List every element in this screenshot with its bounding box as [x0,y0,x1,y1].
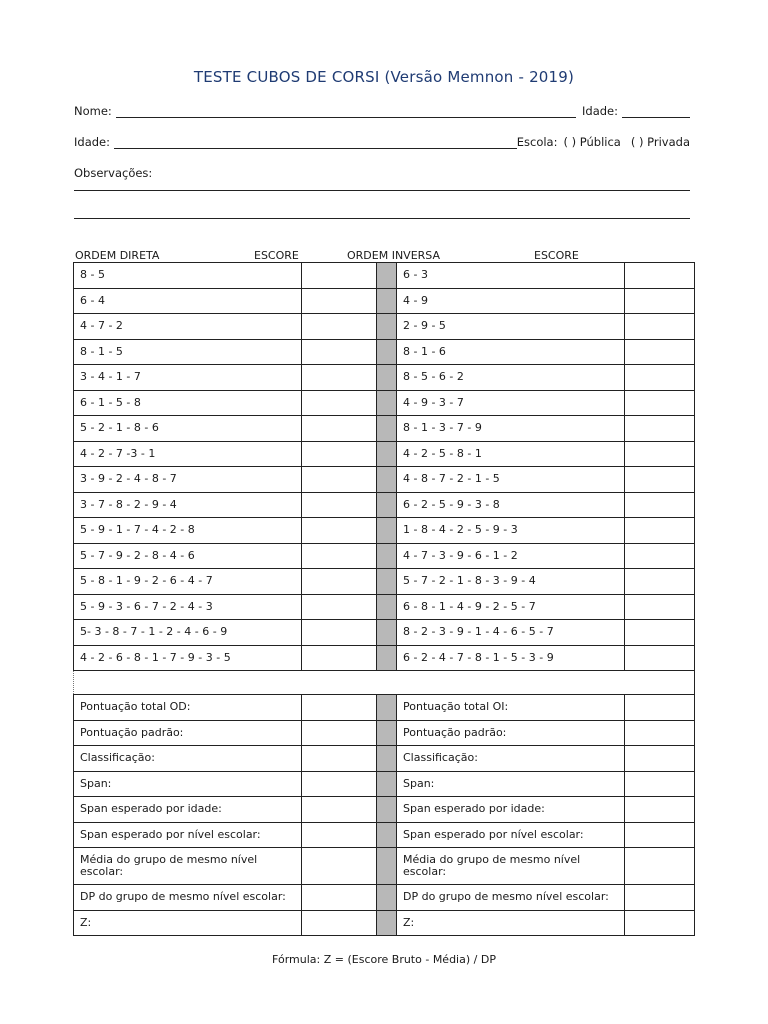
separator-cell [377,695,397,721]
separator-cell [377,492,397,518]
sequence-right-label: 5 - 7 - 2 - 1 - 8 - 3 - 9 - 4 [397,569,625,595]
sequence-right-label: 6 - 8 - 1 - 4 - 9 - 2 - 5 - 7 [397,594,625,620]
formula-text: Fórmula: Z = (Escore Bruto - Média) / DP [272,953,496,966]
gap-row-group [74,671,695,695]
summary-left-label: Pontuação total OD: [74,695,302,721]
sequence-left-label: 5 - 7 - 9 - 2 - 8 - 4 - 6 [74,543,302,569]
name-label: Nome: [74,104,112,118]
summary-row [74,910,695,936]
summary-left-label: Pontuação padrão: [74,720,302,746]
sequence-right-score[interactable] [625,263,695,289]
sequence-left-label: 5 - 8 - 1 - 9 - 2 - 6 - 4 - 7 [74,569,302,595]
sequence-rows [74,263,695,671]
age2-label: Idade: [74,135,110,149]
sequence-left-score[interactable] [302,518,377,544]
separator-cell [377,467,397,493]
sequence-right-score[interactable] [625,594,695,620]
summary-right-score[interactable] [625,797,695,823]
summary-right-label: Span esperado por nível escolar: [397,822,625,848]
school-label: Escola: [516,135,558,149]
observations-line-1[interactable] [74,190,690,191]
sequence-left-score[interactable] [302,569,377,595]
age-label: Idade: [582,104,618,118]
sequence-left-score[interactable] [302,263,377,289]
summary-right-label: DP do grupo de mesmo nível escolar: [397,885,625,911]
page-title: TESTE CUBOS DE CORSI (Versão Memnon - 2019) [193,68,575,86]
summary-left-score[interactable] [302,885,377,911]
sequence-left-score[interactable] [302,620,377,646]
sequence-row [74,339,695,365]
summary-right-score[interactable] [625,746,695,772]
name-field[interactable] [116,105,576,118]
sequence-right-label: 4 - 2 - 5 - 8 - 1 [397,441,625,467]
summary-right-label: Z: [397,910,625,936]
sequence-right-score[interactable] [625,620,695,646]
sequence-left-label: 3 - 4 - 1 - 7 [74,365,302,391]
observations-line-2[interactable] [74,218,690,219]
sequence-left-label: 4 - 2 - 6 - 8 - 1 - 7 - 9 - 3 - 5 [74,645,302,671]
summary-row [74,822,695,848]
sequence-left-label: 3 - 9 - 2 - 4 - 8 - 7 [74,467,302,493]
separator-cell [377,263,397,289]
separator-cell [377,848,397,885]
separator-cell [377,365,397,391]
separator-cell [377,339,397,365]
sequence-left-label: 8 - 1 - 5 [74,339,302,365]
age2-field[interactable] [114,136,517,149]
sequence-row [74,314,695,340]
sequence-right-score[interactable] [625,390,695,416]
summary-rows [74,695,695,936]
summary-right-label: Span esperado por idade: [397,797,625,823]
separator-cell [377,441,397,467]
summary-right-score[interactable] [625,695,695,721]
sequence-right-score[interactable] [625,339,695,365]
separator-cell [377,314,397,340]
header-score-inverse: ESCORE [534,249,579,262]
summary-right-label: Média do grupo de mesmo nível escolar: [397,848,625,885]
summary-left-score[interactable] [302,746,377,772]
sequence-right-label: 8 - 1 - 3 - 7 - 9 [397,416,625,442]
summary-row [74,695,695,721]
separator-cell [377,390,397,416]
summary-right-score[interactable] [625,885,695,911]
sequence-right-score[interactable] [625,492,695,518]
sequence-row [74,569,695,595]
summary-left-score[interactable] [302,797,377,823]
summary-right-label: Pontuação total OI: [397,695,625,721]
public-option[interactable]: ( ) Pública [563,135,621,149]
sequence-left-label: 6 - 1 - 5 - 8 [74,390,302,416]
sequence-right-score[interactable] [625,365,695,391]
summary-row [74,848,695,885]
separator-cell [377,885,397,911]
summary-row [74,746,695,772]
summary-row [74,797,695,823]
sequence-right-label: 4 - 9 - 3 - 7 [397,390,625,416]
sequence-right-score[interactable] [625,467,695,493]
sequence-left-score[interactable] [302,365,377,391]
separator-cell [377,288,397,314]
summary-left-label: Span: [74,771,302,797]
sequence-right-score[interactable] [625,543,695,569]
separator-cell [377,543,397,569]
sequence-row [74,467,695,493]
sequence-left-label: 4 - 2 - 7 -3 - 1 [74,441,302,467]
summary-left-label: Z: [74,910,302,936]
corsi-table [73,262,695,936]
sequence-left-label: 5 - 2 - 1 - 8 - 6 [74,416,302,442]
school-row [74,131,690,149]
sequence-left-score[interactable] [302,416,377,442]
sequence-row [74,492,695,518]
summary-right-score[interactable] [625,720,695,746]
summary-right-label: Span: [397,771,625,797]
sequence-row [74,594,695,620]
summary-right-score[interactable] [625,771,695,797]
separator-cell [377,569,397,595]
sequence-right-label: 1 - 8 - 4 - 2 - 5 - 9 - 3 [397,518,625,544]
summary-right-label: Pontuação padrão: [397,720,625,746]
summary-left-label: Span esperado por nível escolar: [74,822,302,848]
header-direct-order: ORDEM DIRETA [75,249,160,262]
sequence-left-score[interactable] [302,594,377,620]
sequence-left-label: 5 - 9 - 3 - 6 - 7 - 2 - 4 - 3 [74,594,302,620]
sequence-row [74,645,695,671]
summary-row [74,885,695,911]
summary-row [74,720,695,746]
gap-cell [74,671,695,695]
sequence-row [74,543,695,569]
summary-left-score[interactable] [302,848,377,885]
summary-right-label: Classificação: [397,746,625,772]
separator-cell [377,910,397,936]
sequence-row [74,518,695,544]
summary-left-score[interactable] [302,822,377,848]
sequence-right-label: 4 - 7 - 3 - 9 - 6 - 1 - 2 [397,543,625,569]
sequence-right-label: 6 - 3 [397,263,625,289]
summary-left-label: Classificação: [74,746,302,772]
sequence-right-label: 2 - 9 - 5 [397,314,625,340]
separator-cell [377,416,397,442]
summary-right-score[interactable] [625,910,695,936]
separator-cell [377,771,397,797]
separator-cell [377,822,397,848]
sequence-right-score[interactable] [625,569,695,595]
header-inverse-order: ORDEM INVERSA [347,249,441,262]
sequence-left-score[interactable] [302,314,377,340]
separator-cell [377,746,397,772]
sequence-left-label: 3 - 7 - 8 - 2 - 9 - 4 [74,492,302,518]
separator-cell [377,518,397,544]
name-row [74,100,690,118]
sequence-left-score[interactable] [302,390,377,416]
sequence-right-score[interactable] [625,416,695,442]
sequence-left-score[interactable] [302,288,377,314]
sequence-row [74,620,695,646]
sequence-right-label: 6 - 2 - 5 - 9 - 3 - 8 [397,492,625,518]
sequence-left-score[interactable] [302,441,377,467]
sequence-left-label: 5 - 9 - 1 - 7 - 4 - 2 - 8 [74,518,302,544]
sequence-left-label: 4 - 7 - 2 [74,314,302,340]
sequence-left-score[interactable] [302,467,377,493]
summary-left-score[interactable] [302,771,377,797]
summary-right-score[interactable] [625,848,695,885]
sequence-right-score[interactable] [625,518,695,544]
separator-cell [377,594,397,620]
sequence-left-score[interactable] [302,543,377,569]
summary-left-score[interactable] [302,720,377,746]
sequence-row [74,288,695,314]
header-score-direct: ESCORE [254,249,299,262]
sequence-left-label: 6 - 4 [74,288,302,314]
sequence-row [74,365,695,391]
sequence-row [74,263,695,289]
summary-left-label: Média do grupo de mesmo nível escolar: [74,848,302,885]
sequence-left-label: 5- 3 - 8 - 7 - 1 - 2 - 4 - 6 - 9 [74,620,302,646]
sequence-right-label: 8 - 2 - 3 - 9 - 1 - 4 - 6 - 5 - 7 [397,620,625,646]
sequence-right-score[interactable] [625,314,695,340]
sequence-right-label: 6 - 2 - 4 - 7 - 8 - 1 - 5 - 3 - 9 [397,645,625,671]
summary-right-score[interactable] [625,822,695,848]
sequence-row [74,390,695,416]
sequence-left-label: 8 - 5 [74,263,302,289]
summary-left-label: Span esperado por idade: [74,797,302,823]
summary-row [74,771,695,797]
sequence-right-label: 4 - 8 - 7 - 2 - 1 - 5 [397,467,625,493]
sequence-left-score[interactable] [302,492,377,518]
sequence-row [74,416,695,442]
age-field[interactable] [622,105,690,118]
summary-left-score[interactable] [302,910,377,936]
sequence-left-score[interactable] [302,645,377,671]
sequence-row [74,441,695,467]
sequence-right-score[interactable] [625,288,695,314]
observations-row [74,162,690,180]
observations-label: Observações: [74,166,153,180]
sequence-right-label: 4 - 9 [397,288,625,314]
separator-cell [377,645,397,671]
summary-left-label: DP do grupo de mesmo nível escolar: [74,885,302,911]
summary-left-score[interactable] [302,695,377,721]
separator-cell [377,797,397,823]
sequence-left-score[interactable] [302,339,377,365]
sequence-right-score[interactable] [625,441,695,467]
sequence-right-label: 8 - 1 - 6 [397,339,625,365]
sequence-right-label: 8 - 5 - 6 - 2 [397,365,625,391]
private-option[interactable]: ( ) Privada [630,135,690,149]
separator-cell [377,620,397,646]
separator-cell [377,720,397,746]
sequence-right-score[interactable] [625,645,695,671]
gap-row [74,671,695,695]
